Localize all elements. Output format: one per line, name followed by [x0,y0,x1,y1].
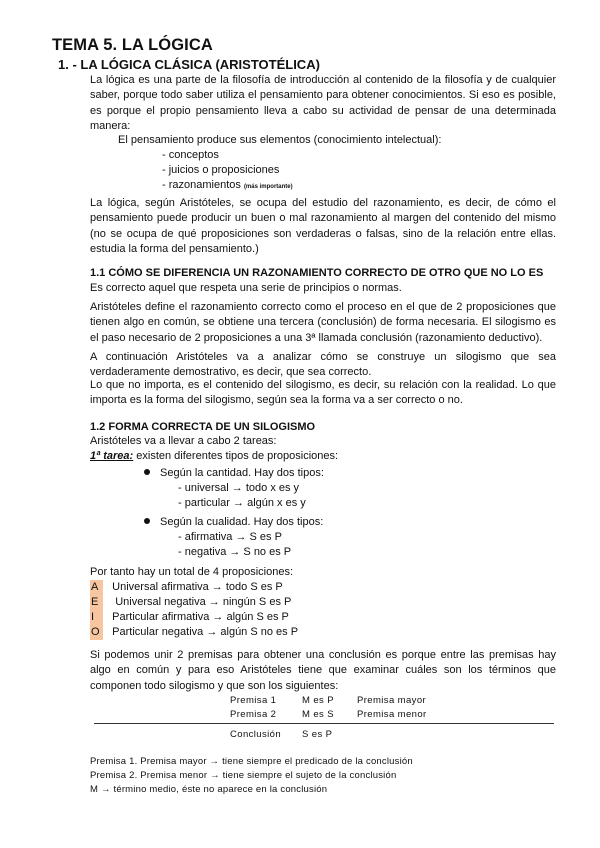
section-1-intro: La lógica es una parte de la filosofía de introducción al contenido de la filosofía y de cualquier saber, porque todo saber utiliza el pensamiento para obtener conocimientos. Si eso es posible, es porque el propio pensamiento lleva a cabo su actividad de pensar de una determinada manera: [90,74,556,133]
bullet-cualidad [144,515,323,530]
bullet-cantidad [144,466,324,481]
section-1-heading: 1. - LA LÓGICA CLÁSICA (ARISTOTÉLICA) [58,57,320,72]
syllogism-premise-2-type: Premisa menor [357,709,427,720]
bullet-cantidad-text: Según la cantidad. Hay dos tipos: [160,467,324,479]
proposition-text: Particular negativa → algún S no es P [112,626,299,638]
proposition-letter: E [90,595,103,610]
note-middle-term: M → término medio, éste no aparece en la conclusión [90,784,328,795]
proposition-text: Universal afirmativa → todo S es P [112,581,283,593]
syllogism-conclusion-form: S es P [302,729,333,740]
section-1-2-heading: 1.2 FORMA CORRECTA DE UN SILOGISMO [90,421,316,433]
proposition-letter: I [90,610,103,625]
task-1-text: existen diferentes tipos de proposiciones: [133,450,339,462]
element-item-text: - razonamientos [162,179,241,191]
proposition-o [90,625,298,640]
tasks-line: Aristóteles va a llevar a cabo 2 tareas: [90,435,277,447]
note-premise-1: Premisa 1. Premisa mayor → tiene siempre el predicado de la conclusión [90,756,413,767]
element-item: - juicios o proposiciones [162,164,280,176]
note-premise-2: Premisa 2. Premisa menor → tiene siempre el sujeto de la conclusión [90,770,397,781]
proposition-a [90,580,283,595]
form-paragraph: Lo que no importa, es el contenido del silogismo, es decir, su relación con la realidad. Lo que importa es la forma del silogismo, según sea la forma va a ser correcto o no. [90,379,556,407]
total-line: Por tanto hay un total de 4 proposiciones: [90,566,294,578]
bullet-dot-icon [144,518,150,524]
task-1-line [90,449,338,464]
syllogism-premise-2-label: Premisa 2 [230,709,277,720]
syllogism-conclusion-label: Conclusión [230,729,281,740]
aristotle-paragraph: La lógica, según Aristóteles, se ocupa del estudio del razonamiento, es decir, de cómo el pensamiento puede producir un buen o mal razonamiento al margen del contenido del mismo (no se ocupa de qué proposiciones son verdaderas o falsas, sino de la relación entre ellas. estudia la forma del pensamiento.) [90,197,556,256]
cualidad-item: - negativa → S no es P [178,546,292,558]
syllogism-divider [94,723,554,724]
syllogism-premise-2-form: M es S [302,709,334,720]
definition-paragraph: Aristóteles define el razonamiento correcto como el proceso en el que de 2 proposiciones que tienen algo en común, se obtiene una tercera (conclusión) de forma necesaria. El silogismo es el paso necesario de 2 proposiciones a una 3ª llamada conclusión (razonamiento deductivo). [90,301,556,344]
document-title: TEMA 5. LA LÓGICA [52,36,213,54]
proposition-e [90,595,291,610]
proposition-i [90,610,289,625]
bullet-cualidad-text: Según la cualidad. Hay dos tipos: [160,516,324,528]
cualidad-item: - afirmativa → S es P [178,531,282,543]
elements-line: El pensamiento produce sus elementos (conocimiento intelectual): [118,134,442,146]
proposition-text: Universal negativa → ningún S es P [115,596,292,608]
proposition-letter: O [90,625,103,640]
element-note: (más importante) [243,184,293,190]
cantidad-item: - universal → todo x es y [178,482,300,494]
correct-line: Es correcto aquel que respeta una serie de principios o normas. [90,282,402,294]
cantidad-item: - particular → algún x es y [178,497,306,509]
element-item: - conceptos [162,149,219,161]
task-1-label: 1ª tarea: [90,450,134,462]
bullet-dot-icon [144,469,150,475]
element-item [162,178,293,195]
proposition-text: Particular afirmativa → algún S es P [112,611,289,623]
syllogism-premise-1-type: Premisa mayor [357,695,427,706]
section-1-1-heading: 1.1 CÓMO SE DIFERENCIA UN RAZONAMIENTO CORRECTO DE OTRO QUE NO LO ES [90,267,544,279]
syllogism-premise-1-label: Premisa 1 [230,695,277,706]
syllogism-premise-1-form: M es P [302,695,334,706]
analysis-paragraph: A continuación Aristóteles va a analizar cómo se construye un silogismo que sea verdaderamente demostrativo, es decir, que sea correcto. [90,351,556,379]
premisas-paragraph: Si podemos unir 2 premisas para obtener una conclusión es porque entre las premisas hay algo en común y para eso Aristóteles tiene que examinar cuáles son los términos que componen todo silogismo y que son los siguientes: [90,649,556,692]
proposition-letter: A [90,580,103,595]
